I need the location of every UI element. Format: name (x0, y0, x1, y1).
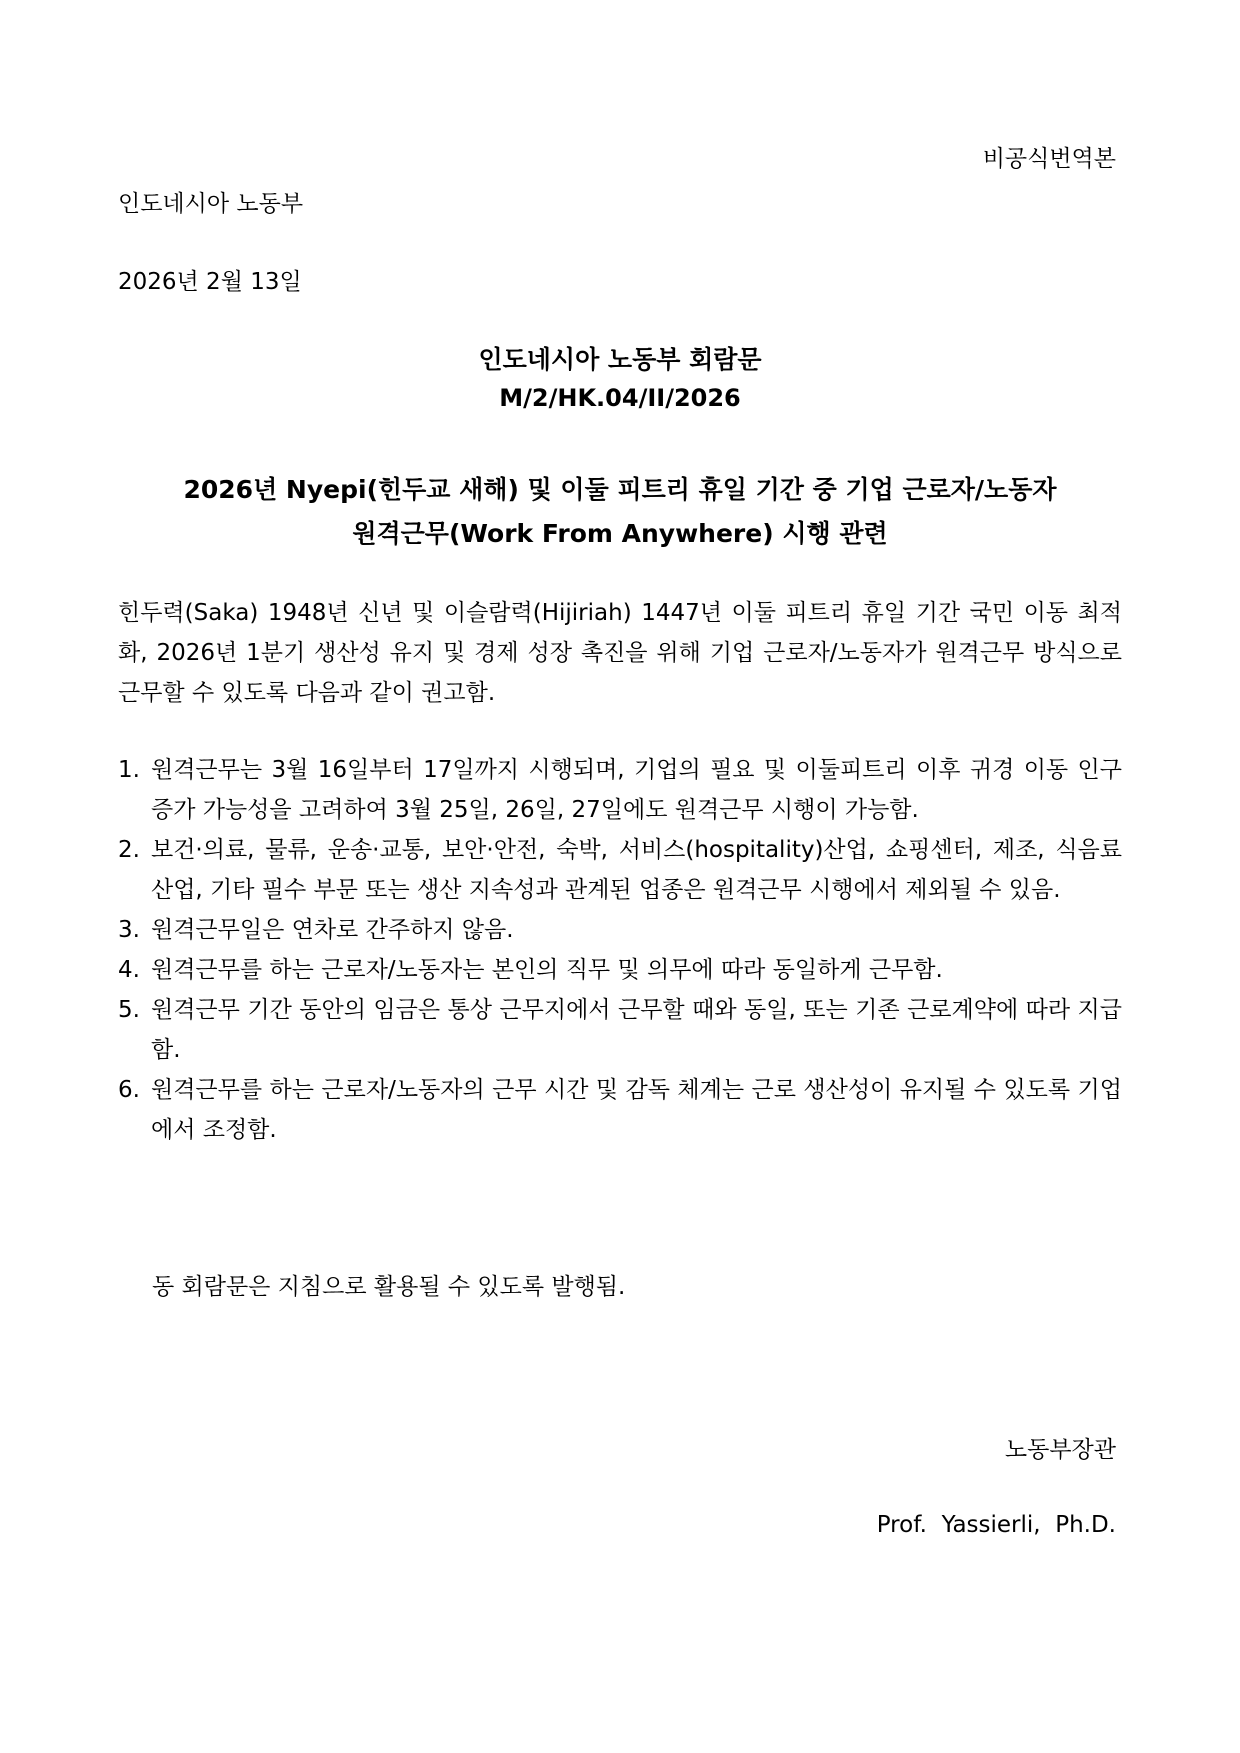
subject-heading (118, 468, 1122, 556)
circular-number: M/2/HK.04/II/2026 (499, 384, 741, 412)
item-number: 1. (118, 757, 140, 783)
unofficial-translation-label: 비공식번역본 (982, 146, 1116, 172)
subject-line-1: 2026년 Nyepi(힌두교 새해) 및 이둘 피트리 휴일 기간 중 기업 근로자/노동자 (183, 475, 1057, 504)
item-number: 4. (118, 957, 140, 983)
intro-paragraph: 힌두력(Saka) 1948년 신년 및 이슬람력(Hijiriah) 1447년 이둘 피트리 휴일 기간 국민 이동 최적화, 2026년 1분기 생산성 유지 및 경제 성장 촉진을 위해 기업 근로자/노동자가 원격근무 방식으로 근무할 수 있도록 다음과 같이 권고함. (118, 600, 1122, 706)
list-item (118, 830, 1122, 910)
closing-statement: 동 회람문은 지침으로 활용될 수 있도록 발행됨. (152, 1274, 626, 1300)
item-text: 원격근무는 3월 16일부터 17일까지 시행되며, 기업의 필요 및 이둘피트리 이후 귀경 이동 인구 증가 가능성을 고려하여 3월 25일, 26일, 27일에도 원격근무 시행이 가능함. (151, 757, 1122, 823)
item-number: 2. (118, 837, 140, 863)
list-item (118, 1070, 1122, 1150)
item-text: 원격근무를 하는 근로자/노동자는 본인의 직무 및 의무에 따라 동일하게 근무함. (151, 957, 943, 983)
list-item (118, 990, 1122, 1070)
item-text: 원격근무를 하는 근로자/노동자의 근무 시간 및 감독 체계는 근로 생산성이 유지될 수 있도록 기업에서 조정함. (151, 1077, 1122, 1143)
item-text: 원격근무 기간 동안의 임금은 통상 근무지에서 근무할 때와 동일, 또는 기존 근로계약에 따라 지급함. (151, 997, 1122, 1063)
issue-date: 2026년 2월 13일 (118, 269, 302, 295)
recommendation-list (118, 750, 1122, 1150)
item-text: 보건·의료, 물류, 운송·교통, 보안·안전, 숙박, 서비스(hospitality)산업, 쇼핑센터, 제조, 식음료 산업, 기타 필수 부문 또는 생산 지속성과 관계된 업종은 원격근무 시행에서 제외될 수 있음. (151, 837, 1122, 903)
subject-line-2: 원격근무(Work From Anywhere) 시행 관련 (352, 519, 888, 548)
item-text: 원격근무일은 연차로 간주하지 않음. (151, 917, 514, 943)
item-number: 5. (118, 997, 140, 1023)
list-item (118, 950, 1122, 990)
issuing-ministry: 인도네시아 노동부 (118, 191, 304, 217)
item-number: 6. (118, 1077, 140, 1103)
list-item (118, 910, 1122, 950)
item-number: 3. (118, 917, 140, 943)
signer-name: Prof. Yassierli, Ph.D. (876, 1512, 1116, 1538)
circular-title: 인도네시아 노동부 회람문 (478, 345, 762, 374)
list-item (118, 750, 1122, 830)
signer-title: 노동부장관 (1004, 1437, 1116, 1463)
